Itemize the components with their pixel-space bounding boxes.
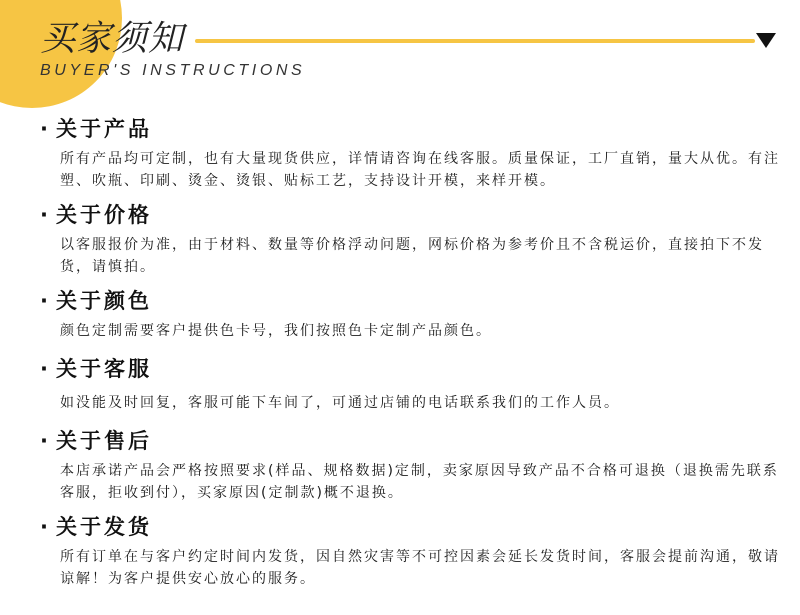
section-title: 关于客服	[56, 357, 152, 381]
section-product	[40, 116, 790, 192]
triangle-down-icon	[756, 33, 776, 48]
section-body: 所有订单在与客户约定时间内发货，因自然灾害等不可控因素会延长发货时间，客服会提前沟通，敬请谅解！为客户提供安心放心的服务。	[60, 549, 780, 587]
section-color	[40, 288, 790, 342]
header-divider-line	[195, 39, 755, 43]
bullet-dot: ·	[40, 429, 51, 453]
section-body: 以客服报价为准，由于材料、数量等价格浮动问题，网标价格为参考价且不含税运价，直接拍下不发货，请慎拍。	[60, 237, 764, 275]
section-title: 关于颜色	[56, 289, 152, 313]
bullet-dot: ·	[40, 515, 51, 539]
bullet-dot: ·	[40, 117, 51, 141]
page-title: 买家须知	[40, 19, 185, 59]
bullet-dot: ·	[40, 357, 51, 381]
section-shipping	[40, 514, 790, 590]
page-subtitle: BUYER'S INSTRUCTIONS	[40, 62, 306, 79]
section-title: 关于价格	[56, 203, 152, 227]
section-title: 关于售后	[56, 429, 152, 453]
section-service	[40, 356, 790, 414]
section-title: 关于发货	[56, 515, 152, 539]
section-body: 所有产品均可定制，也有大量现货供应，详情请咨询在线客服。质量保证，工厂直销，量大从优。有注塑、吹瓶、印刷、烫金、烫银、贴标工艺，支持设计开模，来样开模。	[60, 151, 780, 189]
bullet-dot: ·	[40, 203, 51, 227]
section-body: 如没能及时回复，客服可能下车间了，可通过店铺的电话联系我们的工作人员。	[60, 395, 620, 411]
section-after-sales	[40, 428, 790, 504]
section-title: 关于产品	[56, 117, 152, 141]
bullet-dot: ·	[40, 289, 51, 313]
section-price	[40, 202, 790, 278]
section-body: 颜色定制需要客户提供色卡号，我们按照色卡定制产品颜色。	[60, 323, 492, 339]
section-body: 本店承诺产品会严格按照要求(样品、规格数据)定制，卖家原因导致产品不合格可退换（退换需先联系客服，拒收到付），买家原因(定制款)概不退换。	[60, 463, 779, 501]
